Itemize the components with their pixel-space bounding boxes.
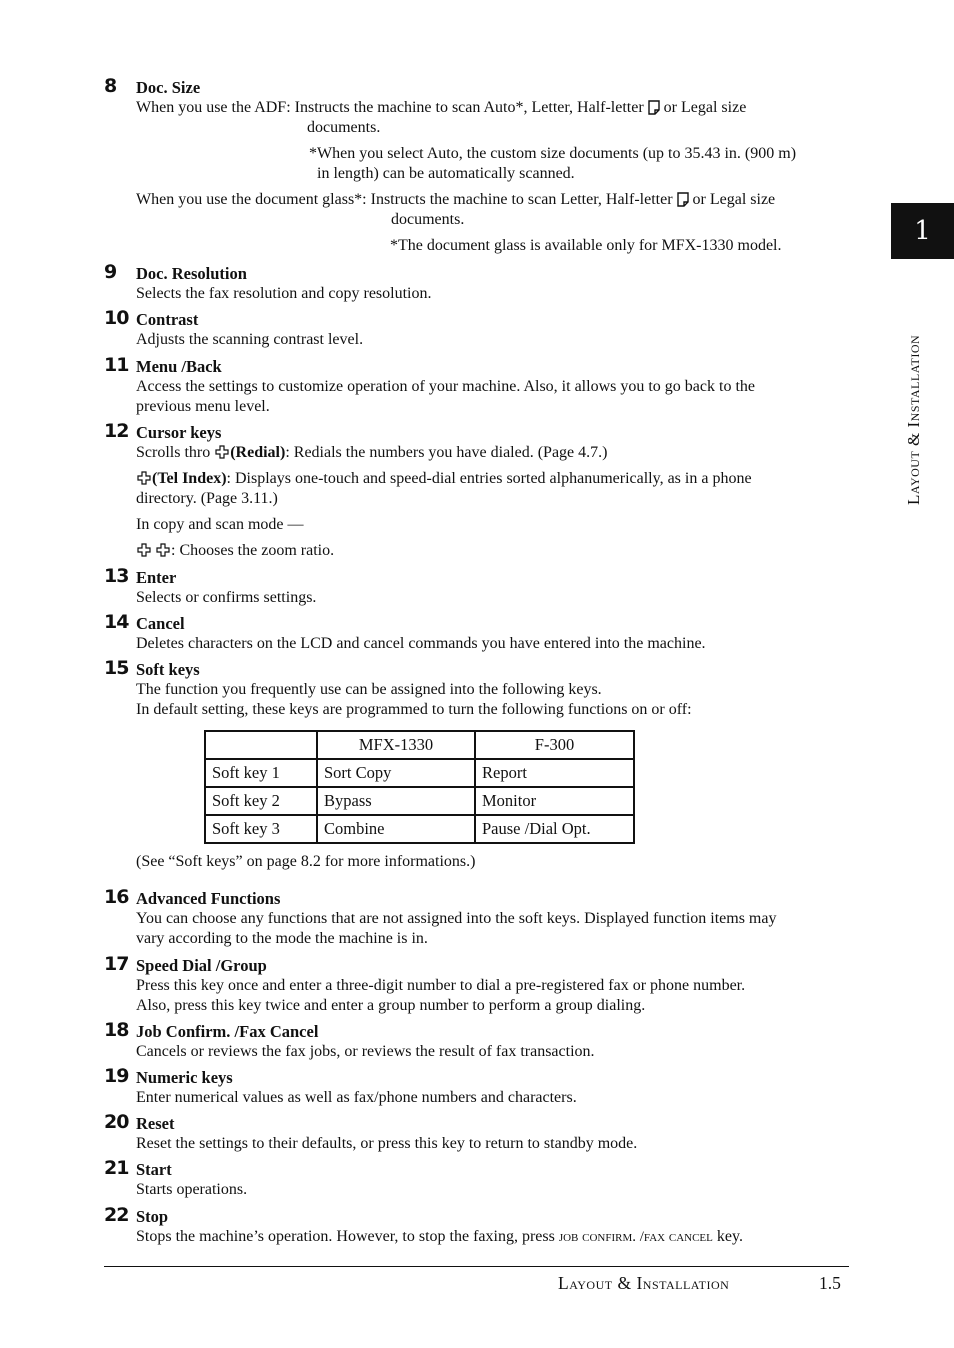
item-number: 11 (104, 354, 129, 376)
footer-divider (104, 1266, 849, 1267)
table-cell: Soft key 1 (205, 759, 317, 787)
item-title: Soft keys (136, 660, 200, 679)
cursor-key-icon (137, 543, 151, 557)
cursor-key-icon (215, 445, 229, 459)
zoom-text: : Chooses the zoom ratio. (171, 542, 335, 559)
item-title: Cursor keys (136, 423, 222, 442)
table-cell: Bypass (317, 787, 475, 815)
item-title: Doc. Resolution (136, 264, 247, 283)
chapter-side-title: Layout & Installation (904, 334, 923, 505)
item-number: 16 (104, 886, 129, 908)
item-number: 15 (104, 657, 129, 679)
item-number: 18 (104, 1019, 129, 1041)
table-cell: Monitor (475, 787, 634, 815)
tel-index-text-2: directory. (Page 3.11.) (136, 490, 278, 507)
item-text: Access the settings to customize operation of your machine. Also, it allows you to go back to the (136, 378, 755, 395)
table-cell: Soft key 3 (205, 815, 317, 843)
table-header-cell (205, 731, 317, 759)
item-title: Start (136, 1160, 172, 1179)
item-text: Stops the machine’s operation. However, to stop the faxing, press (136, 1228, 559, 1245)
glass-text-2: or Legal size (692, 191, 776, 208)
item-text: The function you frequently use can be assigned into the following keys. (136, 681, 602, 698)
item-number: 20 (104, 1111, 129, 1133)
document-portrait-icon (648, 100, 660, 115)
item-text: Press this key once and enter a three-digit number to dial a pre-registered fax or phone number. (136, 977, 746, 994)
item-text: You can choose any functions that are not assigned into the soft keys. Displayed function items may (136, 910, 777, 927)
item-text: Deletes characters on the LCD and cancel commands you have entered into the machine. (136, 635, 706, 652)
item-body (136, 98, 850, 256)
soft-keys-note: (See “Soft keys” on page 8.2 for more informations.) (136, 853, 476, 870)
adf-label: When you use the ADF: (136, 99, 295, 116)
table-row (205, 815, 634, 843)
adf-note: *When you select Auto, the custom size documents (up to 35.43 in. (900 m) (309, 145, 797, 162)
item-text-2: Also, press this key twice and enter a group number to perform a group dialing. (136, 997, 646, 1014)
redial-key-label: (Redial) (230, 444, 286, 461)
item-number: 8 (104, 75, 117, 97)
mode-line: In copy and scan mode — (136, 516, 304, 533)
adf-note-2: in length) can be automatically scanned. (317, 165, 575, 182)
item-title: Job Confirm. /Fax Cancel (136, 1022, 319, 1041)
item-number: 10 (104, 307, 129, 329)
table-cell: Pause /Dial Opt. (475, 815, 634, 843)
glass-label: When you use the document glass*: (136, 191, 371, 208)
table-row (205, 787, 634, 815)
item-text: Starts operations. (136, 1181, 248, 1198)
item-title: Reset (136, 1114, 175, 1133)
table-row (205, 759, 634, 787)
item-number: 12 (104, 420, 129, 442)
item-title: Stop (136, 1207, 169, 1226)
table-header-cell: F-300 (475, 731, 634, 759)
item-text-2: vary according to the mode the machine is in. (136, 930, 428, 947)
adf-text: Instructs the machine to scan Auto*, Letter, Half-letter (294, 99, 644, 116)
soft-keys-table (204, 730, 635, 844)
item-title: Advanced Functions (136, 889, 281, 908)
item-number: 22 (104, 1204, 129, 1226)
item-number: 19 (104, 1065, 129, 1087)
item-number: 9 (104, 261, 117, 283)
item-title: Contrast (136, 310, 199, 329)
item-text-2: key. (712, 1228, 743, 1245)
item-title: Doc. Size (136, 78, 201, 97)
item-text: Reset the settings to their defaults, or press this key to return to standby mode. (136, 1135, 638, 1152)
item-number: 21 (104, 1157, 129, 1179)
item-title: Menu /Back (136, 357, 222, 376)
item-text-2: previous menu level. (136, 398, 270, 415)
glass-text-3: documents. (391, 211, 465, 228)
cursor-key-icon (137, 471, 151, 485)
table-cell: Sort Copy (317, 759, 475, 787)
glass-text: Instructs the machine to scan Letter, Half-letter (370, 191, 673, 208)
redial-text: : Redials the numbers you have dialed. (Page 4.7.) (285, 444, 608, 461)
page-number: 1.5 (819, 1273, 841, 1293)
item-number: 13 (104, 565, 129, 587)
item-text: Enter numerical values as well as fax/phone numbers and characters. (136, 1089, 577, 1106)
tel-index-text: : Displays one-touch and speed-dial entries sorted alphanumerically, as in a phone (226, 470, 752, 487)
footer-title: Layout & Installation (558, 1273, 730, 1293)
item-title: Cancel (136, 614, 185, 633)
adf-text-2: or Legal size (663, 99, 747, 116)
item-number: 17 (104, 953, 129, 975)
table-cell: Combine (317, 815, 475, 843)
table-cell: Soft key 2 (205, 787, 317, 815)
table-cell: Report (475, 759, 634, 787)
cursor-key-icon (156, 543, 170, 557)
adf-text-3: documents. (307, 119, 381, 136)
key-name-label: job confirm. /fax cancel (558, 1229, 713, 1245)
item-text: Cancels or reviews the fax jobs, or reviews the result of fax transaction. (136, 1043, 595, 1060)
document-portrait-icon (677, 192, 689, 207)
item-title: Numeric keys (136, 1068, 233, 1087)
item-text: Selects the fax resolution and copy resolution. (136, 285, 432, 302)
table-header-row (205, 731, 634, 759)
item-title: Speed Dial /Group (136, 956, 267, 975)
table-header-cell: MFX-1330 (317, 731, 475, 759)
item-number: 14 (104, 611, 129, 633)
item-text: Selects or confirms settings. (136, 589, 317, 606)
glass-note: *The document glass is available only for MFX-1330 model. (390, 237, 782, 254)
chapter-tab: 1 (891, 203, 954, 259)
item-text: Adjusts the scanning contrast level. (136, 331, 364, 348)
item-title: Enter (136, 568, 177, 587)
redial-prefix: Scrolls thro (136, 444, 215, 461)
tel-index-key-label: (Tel Index) (152, 470, 227, 487)
item-text-2: In default setting, these keys are programmed to turn the following functions on or off: (136, 701, 692, 718)
